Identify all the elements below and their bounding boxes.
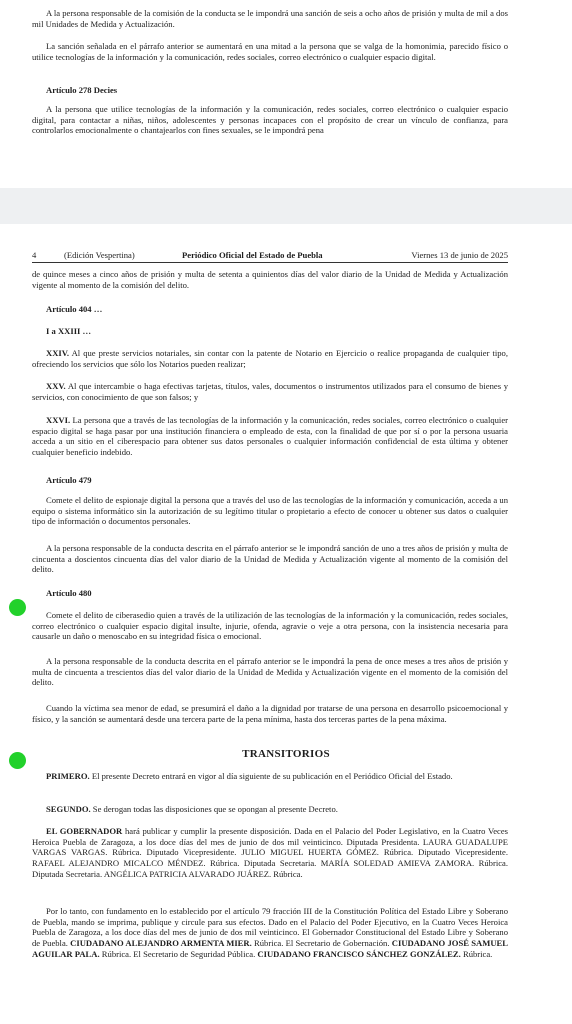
issue-date: Viernes 13 de junio de 2025 <box>411 250 508 260</box>
transitorios-heading: TRANSITORIOS <box>242 748 330 760</box>
fraction-xxiv-text: Al que preste servicios notariales, sin contar con la patente de Notario en Ejercicio o realice propaganda de cualquier tipo, ofreciendo los servicios que sólo los Notarios pueden realizar; <box>32 348 508 369</box>
edition-label: (Edición Vespertina) <box>64 250 135 260</box>
article-heading-404: Artículo 404 … <box>46 304 103 314</box>
article-heading-480: Artículo 480 <box>46 588 92 598</box>
article-primero <box>32 771 508 782</box>
paragraph-minor-victim: Cuando la víctima sea menor de edad, se presumirá el daño a la dignidad por tratarse de una persona en desarrollo psicoemocional y físico, y la sanción se aumentará desde una tercera parte de la pena mínima, hasta dos terceras partes de la pena máxima. <box>32 703 508 724</box>
signatory-governor: CIUDADANO ALEJANDRO ARMENTA MIER. <box>70 938 252 949</box>
paragraph-cyberharassment: Comete el delito de ciberasedio quien a través de la utilización de las tecnologías de la información y la comunicación, redes sociales, correo electrónico o cualquier espacio digital insulte, injurie, ofenda, agravie o veje a otra persona, con la insistencia necesaria para causarle un daño o menoscabo en su integridad física o emocional. <box>32 610 508 642</box>
promulgation-text-2: Rúbrica. El Secretario de Gobernación. <box>251 938 392 949</box>
page-separator <box>0 188 572 224</box>
primero-text: El presente Decreto entrará en vigor al día siguiente de su publicación en el Periódico Oficial del Estado. <box>89 771 453 781</box>
fraction-xxv-text: Al que intercambie o haga efectivas tarjetas, títulos, vales, documentos o instrumentos utilizados para el consumo de bienes y servicios, con conocimiento de que son falsos; y <box>32 381 508 402</box>
fraction-xxvi-label: XXVI. <box>46 415 71 425</box>
paragraph-cyberharassment-penalty: A la persona responsable de la conducta descrita en el párrafo anterior se le impondrá la pena de once meses a tres años de prisión y multa de cincuenta a trescientos días del valor diario de la Unidad de Medida y Actualización vigente en el momento de la comisión del delito. <box>32 656 508 688</box>
fraction-range: I a XXIII … <box>46 326 92 336</box>
fraction-xxv <box>32 381 508 402</box>
newspaper-title: Periódico Oficial del Estado de Puebla <box>182 250 323 260</box>
paragraph-promulgation <box>32 906 508 960</box>
paragraph-espionage-penalty: A la persona responsable de la conducta descrita en el párrafo anterior se le impondrá sanción de uno a tres años de prisión y multa de cincuenta a doscientos cincuenta días del valor diario de la Unidad de Medida y Actualización vigente al momento de la comisión del delito. <box>32 543 508 575</box>
signatory-seguridad: CIUDADANO FRANCISCO SÁNCHEZ GONZÁLEZ. <box>257 948 461 959</box>
promulgation-text: Por lo tanto, con fundamento en lo establecido por el artículo 79 fracción III de la Constitución Política del Estado Libre y Soberano de Puebla, mando se imprima, publique y circule para sus efectos. Dado en el Palacio del Poder Ejecutivo, en la Cuatro Veces Heroica Puebla de Zaragoza, a los doce días del mes de junio de dos mil veinticinco. El Gobernador Constitucional del Estado Libre y Soberano de Puebla. <box>32 906 508 949</box>
segundo-label: SEGUNDO. <box>46 804 91 814</box>
annotation-dot-1 <box>9 599 26 616</box>
article-heading-479: Artículo 479 <box>46 475 92 485</box>
paragraph-sanction: A la persona responsable de la comisión de la conducta se le impondrá una sanción de seis a ocho años de prisión y multa de mil a dos mil Unidades de Medida y Actualización. <box>32 8 508 29</box>
primero-label: PRIMERO. <box>46 771 90 781</box>
paragraph-continuation: de quince meses a cinco años de prisión y multa de setenta a quinientos días del valor diario de la Unidad de Medida y Actualización vigente al momento de la comisión del delito. <box>32 269 508 290</box>
fraction-xxiv <box>32 348 508 369</box>
page-bottom <box>0 224 572 1024</box>
paragraph-governor <box>32 826 508 880</box>
fraction-xxvi-text: La persona que a través de las tecnologías de la información y la comunicación, redes sociales, correo electrónico o cualquier espacio digital se haga pasar por una institución financiera o empleado de esta, con la finalidad de que por sí o por la persona usuaria acceda a un sitio en el ciberespacio para obtener sus datos personales o cualquier información confidencial de esta última y obtener cualquier beneficio indebido. <box>32 415 508 458</box>
fraction-xxiv-label: XXIV. <box>46 348 70 358</box>
governor-label: EL GOBERNADOR <box>46 826 123 836</box>
promulgation-text-3: Rúbrica. El Secretario de Seguridad Pública. <box>99 948 258 959</box>
page-number: 4 <box>32 250 37 260</box>
segundo-text: Se derogan todas las disposiciones que se opongan al presente Decreto. <box>90 804 338 814</box>
fraction-xxvi <box>32 415 508 458</box>
article-segundo <box>32 804 508 815</box>
page-header <box>32 250 508 263</box>
paragraph-grooming: A la persona que utilice tecnologías de la información y la comunicación, redes sociales, correo electrónico o cualquier espacio digital, para contactar a niñas, niños, adolescentes y personas incapaces con el propósito de crear un vínculo de confianza, para controlarlos emocionalmente o chantajearlos con fines sexuales, se le impondrá pena <box>32 104 508 136</box>
promulgation-text-4: Rúbrica. <box>460 948 493 959</box>
paragraph-aggravation: La sanción señalada en el párrafo anterior se aumentará en una mitad a la persona que se valga de la homonimia, parecido físico o utilice tecnologías de la información y la comunicación, redes sociales, correo electrónico o cualquier espacio digital. <box>32 41 508 62</box>
page-top-fragment <box>0 0 572 188</box>
signatory-gobernacion: CIUDADANO JOSÉ SAMUEL AGUILAR PALA. <box>32 938 509 959</box>
governor-text: hará publicar y cumplir la presente disposición. Dada en el Palacio del Poder Legislativo, en la Cuatro Veces Heroica Puebla de Zaragoza, a los doce días del mes de junio de dos mil veinticinco. Diputada Presidenta. LAURA GUADALUPE VARGAS VARGAS. Rúbrica. Diputado Vicepresidente. JULIO MIGUEL HUERTA GÓMEZ. Rúbrica. Diputado Vicepresidente. RAFAEL ALEJANDRO MICALCO MÉNDEZ. Rúbrica. Diputada Secretaria. MARÍA SOLEDAD AMIEVA ZAMORA. Rúbrica. Diputada Secretaria. ANGÉLICA PATRICIA ALVARADO JUÁREZ. Rúbrica. <box>32 826 508 879</box>
article-heading-278-decies: Artículo 278 Decies <box>46 85 118 95</box>
paragraph-espionage: Comete el delito de espionaje digital la persona que a través del uso de las tecnologías de la información y comunicación, acceda a un equipo o sistema informático sin la autorización de su legítimo titular o propietario a efecto de conocer u obtener sus datos o cualquier tipo de información o documentos personales. <box>32 495 508 527</box>
annotation-dot-2 <box>9 752 26 769</box>
fraction-xxv-label: XXV. <box>46 381 66 391</box>
